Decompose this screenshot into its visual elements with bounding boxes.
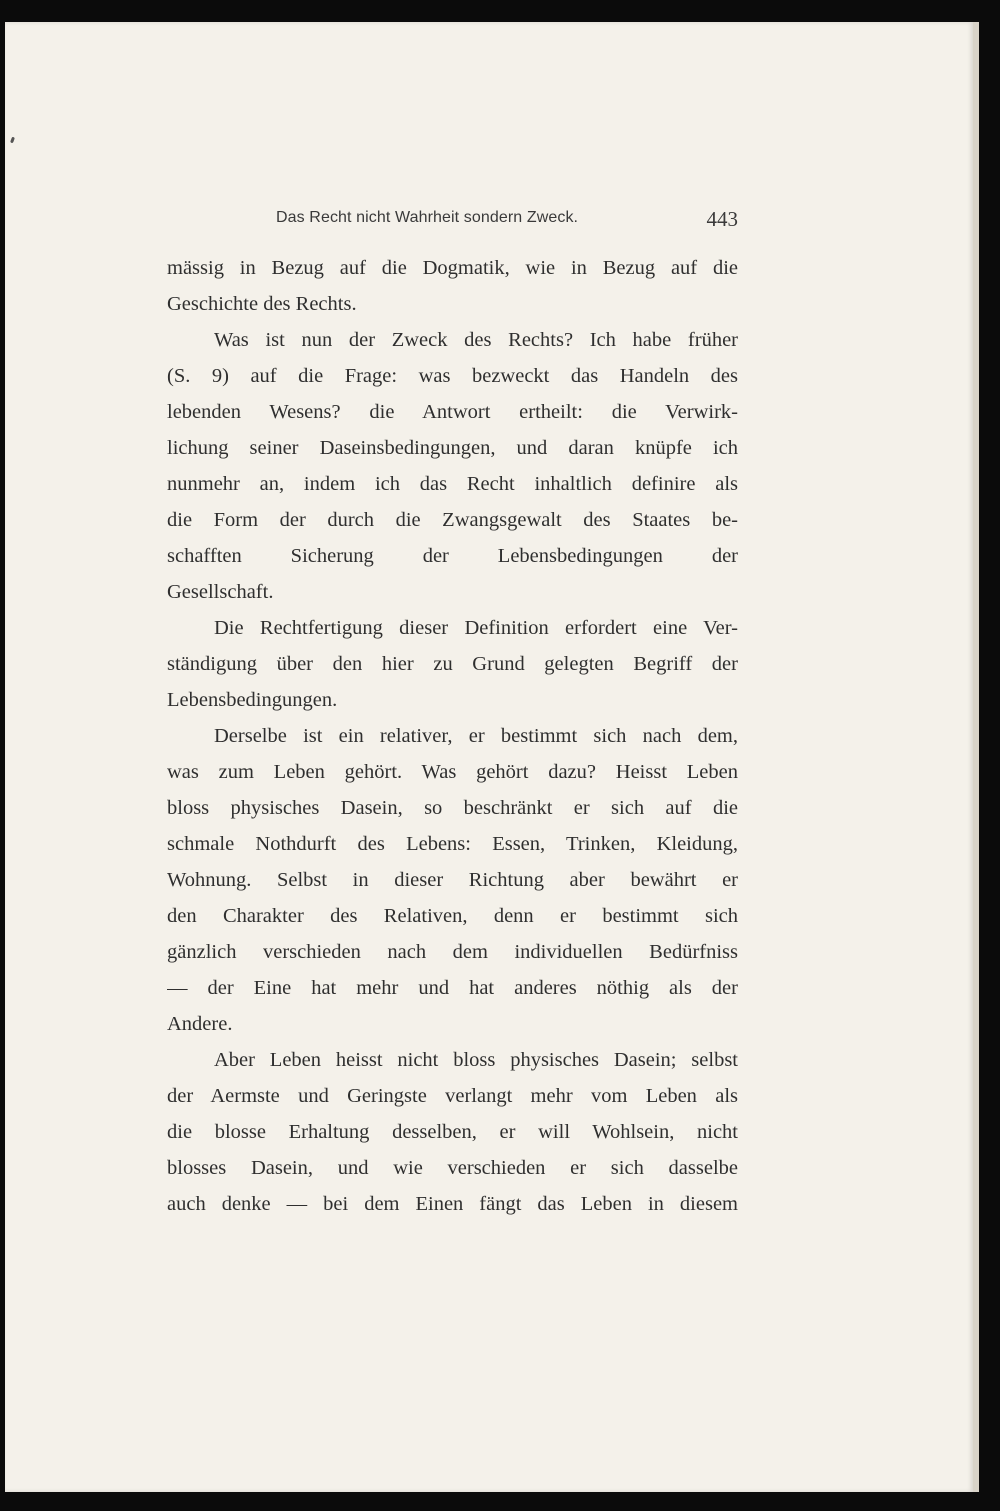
text-line: schafften Sicherung der Lebensbedingungen der	[167, 545, 738, 567]
text-line: mässig in Bezug auf die Dogmatik, wie in Bezug auf die	[167, 257, 738, 279]
page-number: 443	[706, 207, 738, 231]
body-text	[167, 250, 738, 1222]
text-line: Lebensbedingungen.	[167, 689, 338, 711]
text-line: lebenden Wesens? die Antwort ertheilt: die Verwirk-	[167, 401, 738, 423]
text-line: bloss physisches Dasein, so beschränkt er sich auf die	[167, 797, 738, 819]
page-edge	[973, 22, 979, 1492]
text-line: nunmehr an, indem ich das Recht inhaltlich definire als	[167, 473, 738, 495]
text-line: auch denke — bei dem Einen fängt das Leben in diesem	[167, 1193, 738, 1215]
text-line: was zum Leben gehört. Was gehört dazu? Heisst Leben	[167, 761, 738, 783]
text-line: Gesellschaft.	[167, 581, 274, 603]
text-line: schmale Nothdurft des Lebens: Essen, Trinken, Kleidung,	[167, 833, 738, 855]
text-line: Was ist nun der Zweck des Rechts? Ich habe früher	[214, 329, 738, 351]
text-line: Wohnung. Selbst in dieser Richtung aber bewährt er	[167, 869, 738, 891]
text-line: blosses Dasein, und wie verschieden er sich dasselbe	[167, 1157, 738, 1179]
text-line: Derselbe ist ein relativer, er bestimmt sich nach dem,	[214, 725, 738, 747]
text-line: Andere.	[167, 1013, 233, 1035]
text-line: Aber Leben heisst nicht bloss physisches Dasein; selbst	[214, 1049, 738, 1071]
text-line: der Aermste und Geringste verlangt mehr vom Leben als	[167, 1085, 738, 1107]
text-line: Geschichte des Rechts.	[167, 293, 357, 315]
text-line: (S. 9) auf die Frage: was bezweckt das Handeln des	[167, 365, 738, 387]
text-line: — der Eine hat mehr und hat anderes nöthig als der	[167, 977, 738, 999]
text-line: die blosse Erhaltung desselben, er will Wohlsein, nicht	[167, 1121, 738, 1143]
text-line: den Charakter des Relativen, denn er bestimmt sich	[167, 905, 738, 927]
text-line: lichung seiner Daseinsbedingungen, und daran knüpfe ich	[167, 437, 738, 459]
text-line: gänzlich verschieden nach dem individuellen Bedürfniss	[167, 941, 738, 963]
text-line: Die Rechtfertigung dieser Definition erfordert eine Ver-	[214, 617, 738, 639]
running-head: Das Recht nicht Wahrheit sondern Zweck.	[276, 209, 579, 226]
page-header	[276, 207, 738, 237]
text-line: die Form der durch die Zwangsgewalt des Staates be-	[167, 509, 738, 531]
text-line: ständigung über den hier zu Grund gelegten Begriff der	[167, 653, 738, 675]
